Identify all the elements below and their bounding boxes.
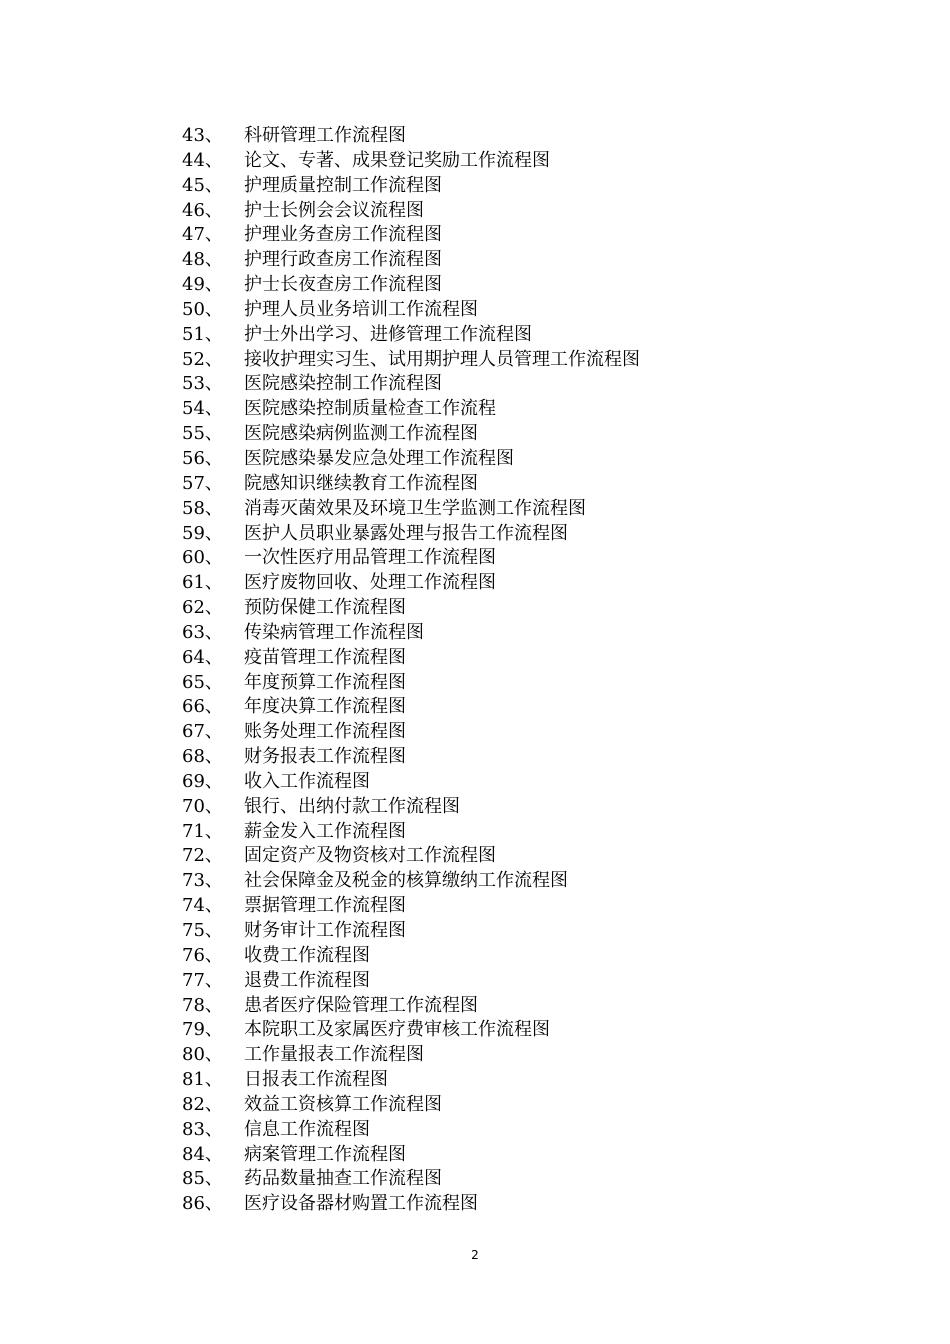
item-number: 58、 [182,497,223,519]
list-item [182,695,640,720]
item-title: 日报表工作流程图 [244,1069,388,1091]
item-title: 护理人员业务培训工作流程图 [244,298,478,320]
item-number: 57、 [182,472,223,494]
item-number: 74、 [182,895,223,917]
item-number: 64、 [182,646,223,668]
item-number: 70、 [182,795,223,817]
list-item [182,348,640,373]
item-number: 77、 [182,969,223,991]
item-number: 73、 [182,870,223,892]
item-number: 50、 [182,298,223,320]
item-number: 62、 [182,597,223,619]
item-number: 67、 [182,721,223,743]
list-item [182,795,640,820]
item-number: 44、 [182,149,223,171]
item-title: 收入工作流程图 [244,770,370,792]
item-number: 78、 [182,994,223,1016]
item-number: 69、 [182,770,223,792]
item-title: 预防保健工作流程图 [244,597,406,619]
item-title: 院感知识继续教育工作流程图 [244,472,478,494]
list-item [182,397,640,422]
item-number: 72、 [182,845,223,867]
item-title: 护理行政查房工作流程图 [244,249,442,271]
item-title: 医疗废物回收、处理工作流程图 [244,572,496,594]
list-item [182,1093,640,1118]
item-number: 48、 [182,249,223,271]
item-number: 52、 [182,348,223,370]
list-item [182,969,640,994]
item-title: 银行、出纳付款工作流程图 [244,795,460,817]
item-title: 信息工作流程图 [244,1118,370,1140]
item-title: 账务处理工作流程图 [244,721,406,743]
item-number: 63、 [182,621,223,643]
list-item [182,720,640,745]
item-number: 55、 [182,423,223,445]
item-number: 45、 [182,174,223,196]
item-number: 86、 [182,1193,223,1215]
list-item [182,894,640,919]
list-item [182,174,640,199]
item-title: 医院感染控制质量检查工作流程 [244,398,496,420]
item-title: 工作量报表工作流程图 [244,1044,424,1066]
item-number: 71、 [182,820,223,842]
item-number: 46、 [182,199,223,221]
list-item [182,298,640,323]
item-title: 接收护理实习生、试用期护理人员管理工作流程图 [244,348,640,370]
item-title: 患者医疗保险管理工作流程图 [244,994,478,1016]
list-item [182,522,640,547]
list-item [182,1118,640,1143]
item-title: 效益工资核算工作流程图 [244,1093,442,1115]
item-number: 53、 [182,373,223,395]
list-item [182,820,640,845]
list-item [182,1018,640,1043]
list-item [182,497,640,522]
item-title: 医疗设备器材购置工作流程图 [244,1193,478,1215]
list-item [182,919,640,944]
list-item [182,149,640,174]
list-item [182,248,640,273]
item-number: 79、 [182,1019,223,1041]
list-item [182,372,640,397]
list-item [182,745,640,770]
list-item [182,1167,640,1192]
item-number: 75、 [182,920,223,941]
list-item [182,273,640,298]
list-item [182,994,640,1019]
item-number: 56、 [182,447,223,469]
list-item [182,1043,640,1068]
item-number: 81、 [182,1069,223,1091]
item-title: 一次性医疗用品管理工作流程图 [244,547,496,569]
item-title: 财务报表工作流程图 [244,746,406,768]
list-item [182,1192,640,1217]
item-title: 年度决算工作流程图 [244,696,406,718]
item-number: 59、 [182,522,223,544]
item-number: 68、 [182,746,223,768]
item-title: 医院感染控制工作流程图 [244,373,442,395]
item-number: 65、 [182,671,223,693]
list-item [182,621,640,646]
item-title: 科研管理工作流程图 [244,125,406,146]
item-title: 护士长夜查房工作流程图 [244,274,442,296]
list-item [182,596,640,621]
item-number: 49、 [182,274,223,296]
item-title: 医护人员职业暴露处理与报告工作流程图 [244,522,568,544]
list-item [182,671,640,696]
item-number: 60、 [182,547,223,569]
item-title: 医院感染暴发应急处理工作流程图 [244,447,514,469]
item-number: 82、 [182,1093,223,1115]
list-item [182,199,640,224]
item-title: 护士外出学习、进修管理工作流程图 [244,323,532,345]
item-number: 51、 [182,323,223,345]
item-title: 护士长例会会议流程图 [244,199,424,221]
list-item [182,323,640,348]
list-item [182,422,640,447]
list-item [182,223,640,248]
item-title: 疫苗管理工作流程图 [244,646,406,668]
page-number: 2 [471,1248,479,1262]
list-item [182,447,640,472]
item-number: 47、 [182,224,223,246]
item-number: 76、 [182,944,223,966]
item-number: 85、 [182,1168,223,1190]
list-item [182,869,640,894]
item-title: 护理质量控制工作流程图 [244,174,442,196]
list-item [182,546,640,571]
item-title: 社会保障金及税金的核算缴纳工作流程图 [244,870,568,892]
item-title: 传染病管理工作流程图 [244,621,424,643]
item-number: 54、 [182,398,223,420]
item-title: 本院职工及家属医疗费审核工作流程图 [244,1019,550,1041]
list-item [182,646,640,671]
item-title: 年度预算工作流程图 [244,671,406,693]
item-title: 医院感染病例监测工作流程图 [244,423,478,445]
list-item [182,944,640,969]
item-title: 药品数量抽查工作流程图 [244,1168,442,1190]
list-item [182,1068,640,1093]
item-title: 病案管理工作流程图 [244,1143,406,1165]
item-number: 43、 [182,125,223,146]
list-item [182,472,640,497]
item-number: 66、 [182,696,223,718]
list-item [182,770,640,795]
item-title: 消毒灭菌效果及环境卫生学监测工作流程图 [244,497,586,519]
item-title: 票据管理工作流程图 [244,895,406,917]
item-number: 83、 [182,1118,223,1140]
list-item [182,844,640,869]
toc-list [182,124,640,1217]
list-item [182,571,640,596]
item-title: 固定资产及物资核对工作流程图 [244,845,496,867]
item-number: 80、 [182,1044,223,1066]
item-title: 论文、专著、成果登记奖励工作流程图 [244,149,550,171]
item-number: 84、 [182,1143,223,1165]
item-title: 退费工作流程图 [244,969,370,991]
item-title: 财务审计工作流程图 [244,920,406,941]
item-title: 薪金发入工作流程图 [244,820,406,842]
item-title: 收费工作流程图 [244,944,370,966]
item-number: 61、 [182,572,223,594]
list-item [182,124,640,149]
item-title: 护理业务查房工作流程图 [244,224,442,246]
list-item [182,1143,640,1168]
